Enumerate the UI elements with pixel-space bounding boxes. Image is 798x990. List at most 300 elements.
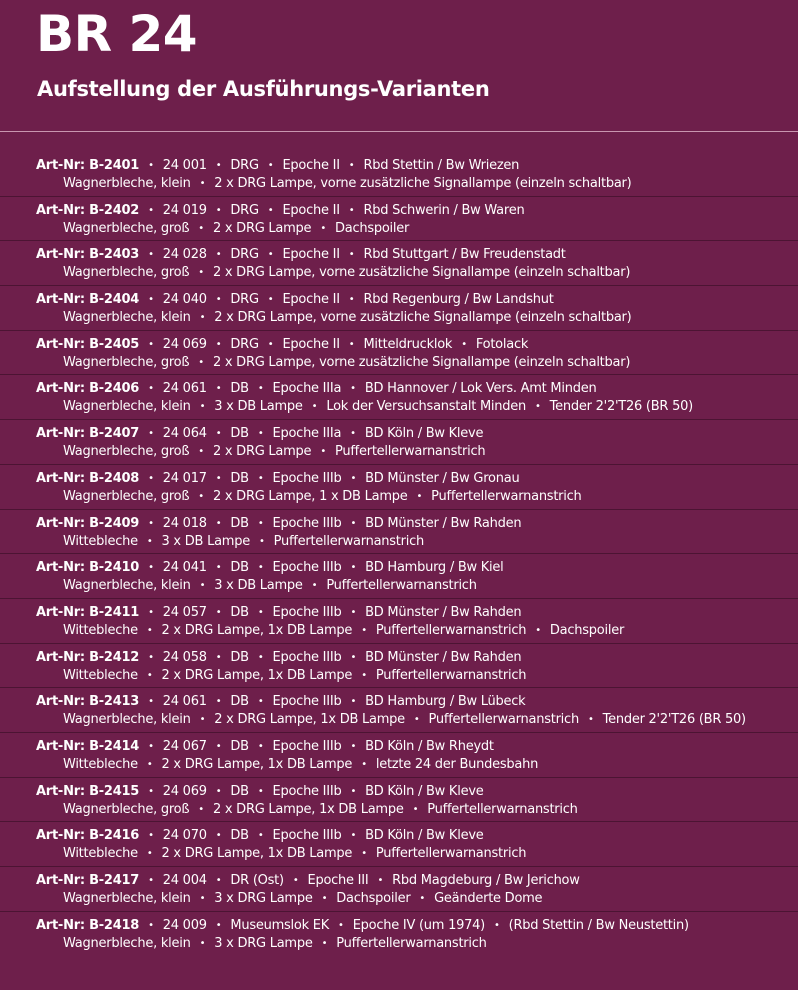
variant-row — [0, 778, 798, 823]
bullet-separator: • — [199, 937, 206, 949]
variant-detail: Wittebleche — [63, 667, 138, 683]
variant-field: (Rbd Stettin / Bw Neustettin) — [508, 917, 689, 933]
bullet-separator: • — [198, 490, 204, 502]
variant-detail: Puffertellerwarnanstrich — [336, 935, 487, 951]
variant-field: DB — [230, 381, 249, 397]
variant-field: 24 040 — [162, 292, 207, 308]
bullet-separator: • — [199, 178, 206, 189]
bullet-separator: • — [257, 383, 264, 395]
bullet-separator: • — [320, 222, 326, 234]
bullet-separator: • — [148, 606, 154, 618]
bullet-separator: • — [215, 383, 222, 395]
bullet-separator: • — [413, 714, 420, 726]
variant-field: BD Köln / Bw Rheydt — [365, 738, 494, 754]
variant-detail: Wagnerbleche, klein — [63, 399, 191, 415]
variant-field: Epoche IIIb — [272, 828, 342, 844]
variant-field: 24 041 — [162, 560, 207, 576]
article-number: Art-Nr: B-2417 — [36, 873, 140, 888]
variant-row — [0, 599, 798, 644]
bullet-separator: • — [257, 651, 264, 663]
bullet-separator: • — [148, 517, 154, 529]
variant-field: 24 064 — [162, 426, 207, 442]
bullet-separator: • — [148, 651, 154, 663]
variant-field: BD Hannover / Lok Vers. Amt Minden — [364, 381, 597, 397]
article-number: Art-Nr: B-2403 — [36, 247, 140, 263]
article-number: Art-Nr: B-2409 — [36, 515, 140, 531]
bullet-separator: • — [148, 249, 154, 261]
bullet-separator: • — [215, 204, 222, 216]
bullet-separator: • — [361, 758, 367, 770]
variant-detail-line — [36, 309, 798, 327]
variant-field: 24 061 — [162, 381, 207, 397]
variant-detail: 2 x DRG Lampe, 1x DB Lampe — [214, 712, 405, 728]
variant-detail: Wagnerbleche, groß — [63, 801, 190, 817]
page-title: BR 24 — [36, 5, 198, 63]
variant-field: 24 018 — [162, 515, 207, 531]
article-number: Art-Nr: B-2414 — [36, 738, 140, 754]
variant-detail: Wagnerbleche, groß — [63, 354, 190, 370]
variant-detail-line — [36, 398, 798, 416]
variant-row — [0, 554, 798, 599]
variant-field: Epoche IIIb — [272, 470, 342, 486]
bullet-separator: • — [215, 740, 222, 752]
variant-main-line — [36, 783, 798, 801]
variant-row — [0, 912, 798, 957]
bullet-separator: • — [348, 160, 355, 171]
variant-detail-line — [36, 756, 798, 774]
variant-detail: Wittebleche — [63, 622, 138, 638]
variant-field: BD Köln / Bw Kleve — [365, 828, 484, 844]
bullet-separator: • — [215, 428, 222, 440]
variant-field: BD Hamburg / Bw Kiel — [365, 560, 504, 576]
variant-detail: Lok der Versuchsanstalt Minden — [326, 399, 527, 415]
article-number: Art-Nr: B-2407 — [36, 426, 140, 442]
bullet-separator: • — [257, 785, 264, 797]
variant-detail: 3 x DB Lampe — [161, 533, 250, 549]
variant-field: Rbd Regenburg / Bw Landshut — [363, 292, 554, 308]
variant-field: DB — [230, 560, 249, 576]
variant-field: 24 070 — [162, 828, 207, 844]
variant-field: DRG — [230, 158, 259, 173]
variant-detail: 2 x DRG Lampe, 1x DB Lampe — [161, 667, 353, 683]
bullet-separator: • — [350, 517, 357, 529]
variant-field: DRG — [230, 247, 259, 263]
variant-field: DRG — [230, 336, 259, 352]
variant-detail: 3 x DRG Lampe — [214, 935, 313, 951]
variant-detail: Dachspoiler — [549, 622, 625, 638]
variant-row — [0, 688, 798, 733]
variant-detail: Wittebleche — [63, 846, 138, 862]
variant-main-line — [36, 202, 798, 220]
variant-detail-line — [36, 577, 798, 595]
variant-field: 24 067 — [162, 738, 207, 754]
variant-field: Epoche IIIb — [272, 515, 342, 531]
bullet-separator: • — [215, 249, 222, 261]
variant-detail: Wagnerbleche, groß — [63, 488, 190, 504]
variant-field: DB — [230, 783, 249, 799]
variant-detail: Puffertellerwarnanstrich — [326, 578, 477, 594]
variant-detail: 2 x DRG Lampe, vorne zusätzliche Signallampe (einzeln schaltbar) — [212, 265, 631, 281]
variant-field: 24 001 — [162, 158, 207, 173]
variant-detail-line — [36, 264, 798, 282]
variant-detail: Wagnerbleche, klein — [63, 310, 191, 326]
variant-main-line — [36, 693, 798, 711]
bullet-separator: • — [198, 356, 204, 368]
variant-main-line — [36, 738, 798, 756]
bullet-separator: • — [348, 294, 355, 306]
variant-field: BD Münster / Bw Rahden — [365, 604, 522, 620]
variant-detail: 3 x DRG Lampe — [214, 891, 313, 906]
variant-row — [0, 733, 798, 778]
bullet-separator: • — [377, 875, 384, 886]
variant-main-line — [36, 336, 798, 354]
variant-field: Epoche II — [282, 292, 340, 308]
bullet-separator: • — [361, 848, 367, 860]
bullet-separator: • — [292, 875, 299, 886]
variant-field: BD Münster / Bw Rahden — [365, 649, 522, 665]
bullet-separator: • — [215, 651, 222, 663]
bullet-separator: • — [348, 204, 355, 216]
bullet-separator: • — [257, 830, 264, 842]
bullet-separator: • — [257, 696, 264, 708]
variant-detail-line — [36, 443, 798, 461]
bullet-separator: • — [348, 249, 355, 261]
variant-field: Epoche IIIb — [272, 694, 342, 710]
variant-detail: 2 x DRG Lampe, vorne zusätzliche Signallampe (einzeln schaltbar) — [212, 354, 631, 370]
bullet-separator: • — [215, 338, 222, 350]
bullet-separator: • — [419, 893, 426, 904]
variant-row — [0, 152, 798, 197]
variant-main-line — [36, 515, 798, 533]
bullet-separator: • — [350, 428, 356, 440]
header-divider — [0, 131, 798, 132]
variant-detail-line — [36, 220, 798, 238]
variant-row — [0, 286, 798, 331]
variant-field: DB — [230, 694, 249, 710]
bullet-separator: • — [215, 875, 222, 886]
bullet-separator: • — [257, 472, 264, 484]
bullet-separator: • — [494, 919, 500, 931]
bullet-separator: • — [350, 696, 357, 708]
variant-field: Epoche II — [282, 247, 340, 263]
article-number: Art-Nr: B-2402 — [36, 202, 140, 218]
variant-detail: Puffertellerwarnanstrich — [334, 444, 486, 460]
bullet-separator: • — [148, 160, 154, 171]
variant-field: DB — [230, 604, 249, 620]
bullet-separator: • — [350, 472, 357, 484]
variant-field: Fotolack — [475, 336, 529, 352]
bullet-separator: • — [535, 401, 541, 413]
variant-field: 24 069 — [162, 336, 207, 352]
bullet-separator: • — [350, 606, 357, 618]
variant-field: BD Hamburg / Bw Lübeck — [365, 694, 526, 710]
variant-detail-line — [36, 890, 798, 908]
bullet-separator: • — [215, 160, 222, 171]
bullet-separator: • — [350, 651, 357, 663]
bullet-separator: • — [148, 338, 154, 350]
bullet-separator: • — [148, 383, 154, 395]
variant-row — [0, 867, 798, 912]
variant-field: 24 028 — [162, 247, 207, 263]
variant-detail: 2 x DRG Lampe — [212, 220, 312, 236]
variant-field: Mitteldrucklok — [363, 336, 453, 352]
bullet-separator: • — [311, 401, 318, 413]
bullet-separator: • — [350, 562, 357, 574]
variant-detail-line — [36, 175, 798, 193]
variant-field: DB — [230, 738, 249, 754]
bullet-separator: • — [348, 338, 355, 350]
variant-detail: Puffertellerwarnanstrich — [431, 488, 582, 504]
variant-row — [0, 465, 798, 510]
bullet-separator: • — [215, 696, 222, 708]
variant-field: Rbd Stettin / Bw Wriezen — [363, 158, 520, 173]
variant-detail: Puffertellerwarnanstrich — [427, 801, 578, 817]
variant-field: Rbd Stuttgart / Bw Freudenstadt — [363, 247, 566, 263]
bullet-separator: • — [148, 919, 154, 931]
variant-field: DB — [230, 515, 249, 531]
variant-detail: Wagnerbleche, klein — [63, 935, 191, 951]
variant-detail: Puffertellerwarnanstrich — [375, 846, 527, 862]
variant-field: 24 061 — [162, 694, 207, 710]
variant-detail: Puffertellerwarnanstrich — [375, 667, 527, 683]
article-number: Art-Nr: B-2413 — [36, 694, 140, 710]
variant-detail-line — [36, 533, 798, 551]
variant-field: DRG — [230, 202, 259, 218]
variant-field: 24 017 — [162, 470, 207, 486]
variant-field: BD Münster / Bw Rahden — [365, 515, 522, 531]
bullet-separator: • — [267, 338, 274, 350]
bullet-separator: • — [199, 580, 206, 592]
bullet-separator: • — [267, 204, 274, 216]
bullet-separator: • — [311, 580, 318, 592]
variant-list — [0, 152, 798, 956]
bullet-separator: • — [258, 535, 265, 547]
variant-detail: Wittebleche — [63, 533, 138, 549]
variant-main-line — [36, 559, 798, 577]
variant-field: DB — [230, 649, 249, 665]
variant-detail: Tender 2'2'T26 (BR 50) — [549, 399, 693, 415]
page-header — [0, 0, 798, 132]
variant-detail-line — [36, 801, 798, 819]
variant-detail: Dachspoiler — [334, 220, 410, 236]
variant-detail: 2 x DRG Lampe, 1x DB Lampe — [161, 846, 353, 862]
variant-detail-line — [36, 935, 798, 953]
variant-detail: Puffertellerwarnanstrich — [273, 533, 424, 549]
variant-main-line — [36, 246, 798, 264]
variant-row — [0, 331, 798, 376]
variant-detail: letzte 24 der Bundesbahn — [375, 756, 539, 772]
bullet-separator: • — [215, 562, 222, 574]
bullet-separator: • — [215, 919, 222, 931]
bullet-separator: • — [215, 606, 222, 618]
bullet-separator: • — [215, 830, 222, 842]
variant-field: Epoche IIIb — [272, 560, 342, 576]
variant-field: Epoche IIIb — [272, 649, 342, 665]
variant-field: BD Köln / Bw Kleve — [364, 426, 484, 442]
variant-main-line — [36, 649, 798, 667]
bullet-separator: • — [148, 204, 154, 216]
variant-detail: Wagnerbleche, klein — [63, 712, 191, 728]
variant-main-line — [36, 470, 798, 488]
variant-field: Epoche III — [307, 873, 369, 888]
bullet-separator: • — [146, 624, 153, 636]
bullet-separator: • — [148, 294, 154, 306]
bullet-separator: • — [146, 848, 153, 860]
bullet-separator: • — [146, 535, 153, 547]
variant-field: Rbd Magdeburg / Bw Jerichow — [392, 873, 580, 888]
variant-field: Epoche IIIa — [272, 381, 342, 397]
bullet-separator: • — [215, 785, 222, 797]
bullet-separator: • — [267, 160, 274, 171]
bullet-separator: • — [321, 937, 328, 949]
article-number: Art-Nr: B-2408 — [36, 470, 140, 486]
variant-main-line — [36, 157, 798, 175]
article-number: Art-Nr: B-2412 — [36, 649, 140, 665]
variant-field: Epoche IIIb — [272, 738, 342, 754]
article-number: Art-Nr: B-2404 — [36, 292, 140, 308]
variant-detail-line — [36, 488, 798, 506]
variant-field: Epoche IIIb — [272, 604, 342, 620]
variant-detail-line — [36, 667, 798, 685]
article-number: Art-Nr: B-2406 — [36, 381, 140, 397]
bullet-separator: • — [215, 472, 222, 484]
variant-row — [0, 420, 798, 465]
bullet-separator: • — [320, 446, 326, 458]
variant-field: Epoche IV (um 1974) — [352, 917, 485, 933]
variant-field: 24 069 — [162, 783, 207, 799]
variant-main-line — [36, 425, 798, 443]
variant-detail: 3 x DB Lampe — [214, 399, 303, 415]
variant-field: Rbd Schwerin / Bw Waren — [363, 202, 525, 218]
variant-main-line — [36, 827, 798, 845]
variant-detail: Wagnerbleche, groß — [63, 220, 190, 236]
variant-field: Epoche IIIb — [272, 783, 342, 799]
bullet-separator: • — [148, 830, 154, 842]
bullet-separator: • — [350, 740, 357, 752]
variant-field: Epoche II — [282, 336, 340, 352]
variant-field: 24 004 — [162, 873, 207, 888]
variant-row — [0, 510, 798, 555]
article-number: Art-Nr: B-2410 — [36, 560, 140, 576]
bullet-separator: • — [412, 803, 419, 815]
variant-field: Epoche II — [282, 202, 340, 218]
bullet-separator: • — [146, 669, 153, 681]
bullet-separator: • — [350, 830, 357, 842]
article-number: Art-Nr: B-2411 — [36, 604, 140, 620]
variant-detail: Wagnerbleche, groß — [63, 265, 190, 281]
variant-main-line — [36, 917, 798, 935]
variant-detail: 2 x DRG Lampe, vorne zusätzliche Signallampe (einzeln schaltbar) — [214, 176, 632, 191]
bullet-separator: • — [257, 606, 264, 618]
variant-detail: 2 x DRG Lampe, vorne zusätzliche Signallampe (einzeln schaltbar) — [214, 310, 632, 326]
variant-field: DRG — [230, 292, 259, 308]
variant-detail: Wagnerbleche, klein — [63, 176, 191, 191]
variant-detail: Puffertellerwarnanstrich — [428, 712, 579, 728]
variant-field: Epoche IIIa — [272, 426, 342, 442]
bullet-separator: • — [198, 446, 204, 458]
variant-detail: 2 x DRG Lampe, 1x DB Lampe — [161, 622, 353, 638]
variant-detail: 2 x DRG Lampe, 1x DB Lampe — [212, 801, 404, 817]
variant-field: 24 057 — [162, 604, 207, 620]
bullet-separator: • — [267, 249, 274, 261]
bullet-separator: • — [199, 714, 206, 726]
variant-detail: 3 x DB Lampe — [214, 578, 303, 594]
variant-field: BD Münster / Bw Gronau — [365, 470, 520, 486]
bullet-separator: • — [148, 785, 154, 797]
bullet-separator: • — [535, 624, 541, 636]
variant-detail: Dachspoiler — [336, 891, 411, 906]
bullet-separator: • — [350, 383, 356, 395]
variant-detail: 2 x DRG Lampe, 1 x DB Lampe — [212, 488, 408, 504]
variant-field: DB — [230, 470, 249, 486]
variant-row — [0, 822, 798, 867]
bullet-separator: • — [199, 893, 206, 904]
variant-main-line — [36, 872, 798, 890]
variant-field: DB — [230, 426, 249, 442]
variant-detail-line — [36, 711, 798, 729]
bullet-separator: • — [199, 312, 206, 324]
variant-detail: 2 x DRG Lampe, 1x DB Lampe — [161, 756, 353, 772]
variant-detail: Geänderte Dome — [434, 891, 543, 906]
variant-row — [0, 197, 798, 242]
bullet-separator: • — [148, 472, 154, 484]
bullet-separator: • — [198, 267, 204, 279]
variant-detail-line — [36, 622, 798, 640]
bullet-separator: • — [146, 758, 153, 770]
bullet-separator: • — [148, 740, 154, 752]
variant-field: BD Köln / Bw Kleve — [365, 783, 484, 799]
bullet-separator: • — [148, 696, 154, 708]
variant-field: DR (Ost) — [230, 873, 284, 888]
article-number: Art-Nr: B-2416 — [36, 828, 140, 844]
variant-field: Museumslok EK — [230, 917, 330, 933]
page-subtitle: Aufstellung der Ausführungs-Varianten — [37, 77, 490, 101]
variant-detail: Wittebleche — [63, 756, 138, 772]
variant-main-line — [36, 291, 798, 309]
bullet-separator: • — [257, 517, 264, 529]
variant-row — [0, 241, 798, 286]
variant-field: 24 009 — [162, 917, 207, 933]
variant-detail: Tender 2'2'T26 (BR 50) — [602, 712, 746, 728]
bullet-separator: • — [461, 338, 467, 350]
variant-field: 24 019 — [162, 202, 207, 218]
variant-row — [0, 644, 798, 689]
bullet-separator: • — [416, 490, 423, 502]
bullet-separator: • — [321, 893, 328, 904]
bullet-separator: • — [350, 785, 357, 797]
article-number: Art-Nr: B-2418 — [36, 917, 140, 933]
bullet-separator: • — [267, 294, 274, 306]
variant-row — [0, 375, 798, 420]
article-number: Art-Nr: B-2415 — [36, 783, 140, 799]
bullet-separator: • — [199, 401, 206, 413]
bullet-separator: • — [257, 562, 264, 574]
article-number: Art-Nr: B-2405 — [36, 336, 140, 352]
bullet-separator: • — [257, 428, 264, 440]
bullet-separator: • — [198, 222, 204, 234]
bullet-separator: • — [587, 714, 594, 726]
variant-detail: Puffertellerwarnanstrich — [375, 622, 527, 638]
variant-detail-line — [36, 845, 798, 863]
bullet-separator: • — [361, 624, 367, 636]
variant-detail: 2 x DRG Lampe — [212, 444, 312, 460]
bullet-separator: • — [148, 875, 154, 886]
bullet-separator: • — [257, 740, 264, 752]
variant-field: DB — [230, 828, 249, 844]
variant-detail: Wagnerbleche, klein — [63, 891, 191, 906]
variant-detail: Wagnerbleche, groß — [63, 444, 190, 460]
article-number: Art-Nr: B-2401 — [36, 158, 140, 173]
